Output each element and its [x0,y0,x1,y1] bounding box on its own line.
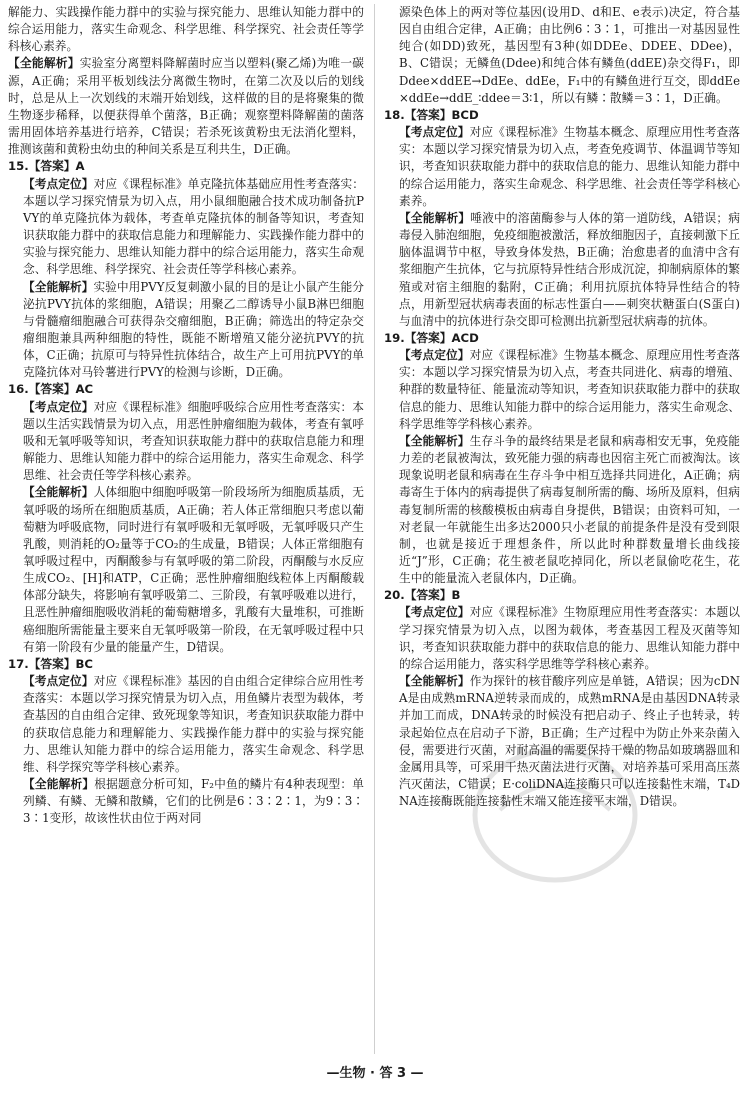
paragraph-text: 对应《课程标准》单克隆抗体基础应用性考查落实：本题以学习探究情景为切入点，用小鼠细胞融合技术成功制备抗PVY的单克隆抗体为载体，考查单克隆抗体的制备等知识，考查知识获取能力群中的获取信息能力和理解能力、实践操作能力群中的实验与探究能力、思维认知能力群中的综合运用能力，落实生命观念、科学思维、科学探究、社会责任等学科核心素养。 [23,176,364,277]
explanation-paragraph [384,673,740,810]
section-tag: 【考点定位】 [23,674,94,689]
answer-value: B [451,588,461,603]
answer-tag: 【答案】 [404,330,452,345]
paragraph-text: 唾液中的溶菌酶参与人体的第一道防线，A错误；病毒侵入肺泡细胞，免疫细胞被激活，释放细胞因子，直接刺激下丘脑体温调节中枢，导致身体发热，B正确；治愈患者的血清中含有浆细胞产生抗体，它与抗原特异性结合形成沉淀，抑制病原体的繁殖或对宿主细胞的黏附，C正确；利用抗原抗体特异性结合的特点，用新型冠状病毒表面的标志性蛋白——刺突状糖蛋白(S蛋白)与血清中的抗体进行杂交即可检测出抗新型冠状病毒的抗体。 [399,210,740,328]
answer-value: BCD [451,107,479,122]
paragraph-text: 生存斗争的最终结果是老鼠和病毒相安无事，免疫能力差的老鼠被淘汰，致死能力强的病毒也因宿主死亡而被淘汰。该现象说明老鼠和病毒在生存斗争中相互选择共同进化，A正确；病毒寄生于体内的病毒提供了病毒复制所需的酶、场所及原料，但病毒复制所需的核酸模板由病毒自身提供，B错误；由资料可知，一对老鼠一年就能生出多达2000只小老鼠的前提条件是没有受到限制，也就是接近于理想条件，所以此时种群数量增长曲线接近“J”形，C正确；花生被老鼠吃掉同化，所以老鼠偷吃花生，花生中的能量流入老鼠体内，D正确。 [399,433,740,586]
answer-line [8,158,364,175]
section-tag: 【全能解析】 [399,433,470,448]
page-footer: —生物 · 答 3 — [326,1066,424,1081]
section-tag: 【考点定位】 [399,125,470,140]
answer-value: A [75,159,85,174]
answer-tag: 【答案】 [404,107,452,122]
section-tag: 【全能解析】 [399,674,470,689]
explanation-paragraph [384,604,740,673]
answer-tag: 【答案】 [28,382,76,397]
answer-line [8,381,364,398]
paragraph-text: 实验室分离塑料降解菌时应当以塑料(聚乙烯)为唯一碳源，A正确；采用平板划线法分离微生物时，在第二次及以后的划线时，总是从上一次划线的末端开始划线，这样做的目的是将聚集的微生物逐步稀释，以便获得单个菌落，B正确；观察塑料降解菌的菌落需用固体培养基进行培养，C错误；若杀死该黄粉虫无法消化塑料，推测该菌和黄粉虫幼虫的种间关系是互利共生，D正确。 [8,56,364,157]
paragraph-text: 人体细胞中细胞呼吸第一阶段场所为细胞质基质，无氧呼吸的场所在细胞质基质，A正确；若人体正常细胞只考虑以葡萄糖为呼吸底物，同时进行有氧呼吸和无氧呼吸，无氧呼吸只产生乳酸，则消耗的O₂量等于CO₂的生成量，B错误；人体正常细胞有氧呼吸过程中，丙酮酸参与有氧呼吸的第二阶段，丙酮酸与水反应生成CO₂、[H]和ATP，C正确；恶性肿瘤细胞线粒体上丙酮酸载体部分缺失，将影响有氧呼吸第二、三阶段，有氧呼吸难以进行，且恶性肿瘤细胞吸收消耗的葡萄糖增多，乳酸有大量堆积，可推断癌细胞所需能量主要来自无氧呼吸第一阶段，在无氧呼吸过程中只有第一阶段有少量的能量产生，D错误。 [23,485,364,654]
paragraph-text: 对应《课程标准》生物原理应用性考查落实：本题以学习探究情景为切入点，以图为载体，考查基因工程及灭菌等知识，考查知识获取能力群中的获取信息的能力、思维认知能力群中的综合运用能力，落实科学思维等学科核心素养。 [399,605,740,671]
question-number: 20. [384,588,405,603]
answer-value: AC [75,382,94,397]
left-column [8,4,364,828]
answer-line [8,656,364,673]
answer-line [384,107,740,124]
section-tag: 【考点定位】 [399,605,470,620]
answer-line [384,330,740,347]
explanation-paragraph [384,347,740,433]
section-tag: 【全能解析】 [8,56,80,71]
question-number: 15. [8,159,29,174]
paragraph-text: 实验中用PVY反复刺激小鼠的目的是让小鼠产生能分泌抗PVY抗体的浆细胞，A错误；用聚乙二醇诱导小鼠B淋巴细胞与骨髓瘤细胞融合可获得杂交瘤细胞，B正确；筛选出的特定杂交瘤细胞兼具两种细胞的特性，既能不断增殖又能分泌抗PVY的抗体，C正确；抗原可与特异性抗体结合，故生产上可用抗PVY的单克隆抗体对马铃薯进行PVY的检测与诊断，D正确。 [23,279,364,380]
explanation-paragraph [8,673,364,776]
section-tag: 【考点定位】 [399,348,470,363]
explanation-paragraph [8,176,364,279]
question-number: 18. [384,107,405,122]
answer-line [384,587,740,604]
explanation-paragraph [8,4,364,55]
explanation-paragraph [8,279,364,382]
paragraph-text: 解能力、实践操作能力群中的实验与探究能力、思维认知能力群中的综合运用能力，落实生命观念、科学思维、科学探究、社会责任等学科核心素养。 [8,5,364,54]
right-column [384,4,740,810]
section-tag: 【全能解析】 [23,279,94,294]
section-tag: 【全能解析】 [399,210,471,225]
explanation-paragraph [8,399,364,485]
question-number: 19. [384,330,405,345]
answer-value: BC [75,656,93,671]
question-number: 17. [8,656,29,671]
column-divider [374,4,375,1054]
answer-value: ACD [451,330,479,345]
explanation-paragraph [8,55,364,158]
explanation-paragraph [384,433,740,587]
answer-tag: 【答案】 [28,656,76,671]
explanation-paragraph [384,4,740,107]
section-tag: 【考点定位】 [23,399,94,414]
answer-tag: 【答案】 [404,588,452,603]
paragraph-text: 对应《课程标准》基因的自由组合定律综合应用性考查落实：本题以学习探究情景为切入点，用鱼鳞片表型为载体，考查基因的自由组合定律、致死现象等知识，考查知识获取能力群中的获取信息能力和理解能力、实践操作能力群中的实验与探究能力、思维认知能力群中的综合运用能力，落实生命观念、科学思维、科学探究等学科核心素养。 [23,674,364,774]
paragraph-text: 作为探针的核苷酸序列应是单链，A错误；因为cDNA是由成熟mRNA逆转录而成的，成熟mRNA是由基因DNA转录并加工而成，DNA转录的时候没有把启动子、终止子也转录，转录起始位点在启动子下游，B正确；生产过程中为防止外来杂菌入侵，需要进行灭菌，对耐高温的需要保持干燥的物品如玻璃器皿和金属用具等，可采用干热灭菌法进行灭菌，对培养基可采用高压蒸汽灭菌法，C错误；E·coliDNA连接酶只可以连接黏性末端，T₄DNA连接酶既能连接黏性末端又能连接平末端，D错误。 [399,674,740,809]
question-number: 16. [8,382,29,397]
section-tag: 【全能解析】 [23,485,94,500]
section-tag: 【全能解析】 [23,777,95,792]
paragraph-text: 源染色体上的两对等位基因(设用D、d和E、e表示)决定，符合基因自由组合定律，A正确；由比例6∶3∶1，可推出一对基因显性纯合(如DD)致死，基因型有3种(如DDEe、DDEE、DDee)，B、C错误；无鳞鱼(Ddee)和纯合体有鳞鱼(ddEE)杂交得F₁，即Ddee×ddEE→DdEe、ddEe，F₁中的有鳞鱼进行互交，即ddEe×ddEe→ddE_∶ddee＝3∶1，所以有鳞∶散鳞＝3∶1，D正确。 [399,5,740,105]
explanation-paragraph [8,776,364,827]
explanation-paragraph [8,484,364,656]
section-tag: 【考点定位】 [23,176,94,191]
paragraph-text: 对应《课程标准》生物基本概念、原理应用性考查落实：本题以学习探究情景为切入点，考查免疫调节、体温调节等知识，考查知识获取能力群中的获取信息的能力、思维认知能力群中的综合运用能力，落实生命观念、科学思维、社会责任等学科核心素养。 [399,125,740,208]
answer-tag: 【答案】 [28,159,76,174]
paragraph-text: 对应《课程标准》生物基本概念、原理应用性考查落实：本题以学习探究情景为切入点，考查共同进化、病毒的增殖、种群的数量特征、能量流动等知识，考查知识获取能力群中的获取信息的能力、思维认知能力群中的综合运用能力，落实生命观念、科学思维等学科核心素养。 [399,348,740,431]
paragraph-text: 根据题意分析可知，F₂中鱼的鳞片有4种表现型：单列鳞、有鳞、无鳞和散鳞，它们的比例是6∶3∶2∶1，为9∶3∶3∶1变形，故该性状由位于两对同 [23,777,364,826]
paragraph-text: 对应《课程标准》细胞呼吸综合应用性考查落实：本题以生活实践情景为切入点，用恶性肿瘤细胞为载体，考查有氧呼吸和无氧呼吸等知识，考查知识获取能力群中的获取信息能力和理解能力、思维认知能力群中的综合运用能力，落实生命观念、科学思维、社会责任等学科核心素养。 [23,399,364,483]
explanation-paragraph [384,124,740,210]
explanation-paragraph [384,210,740,330]
